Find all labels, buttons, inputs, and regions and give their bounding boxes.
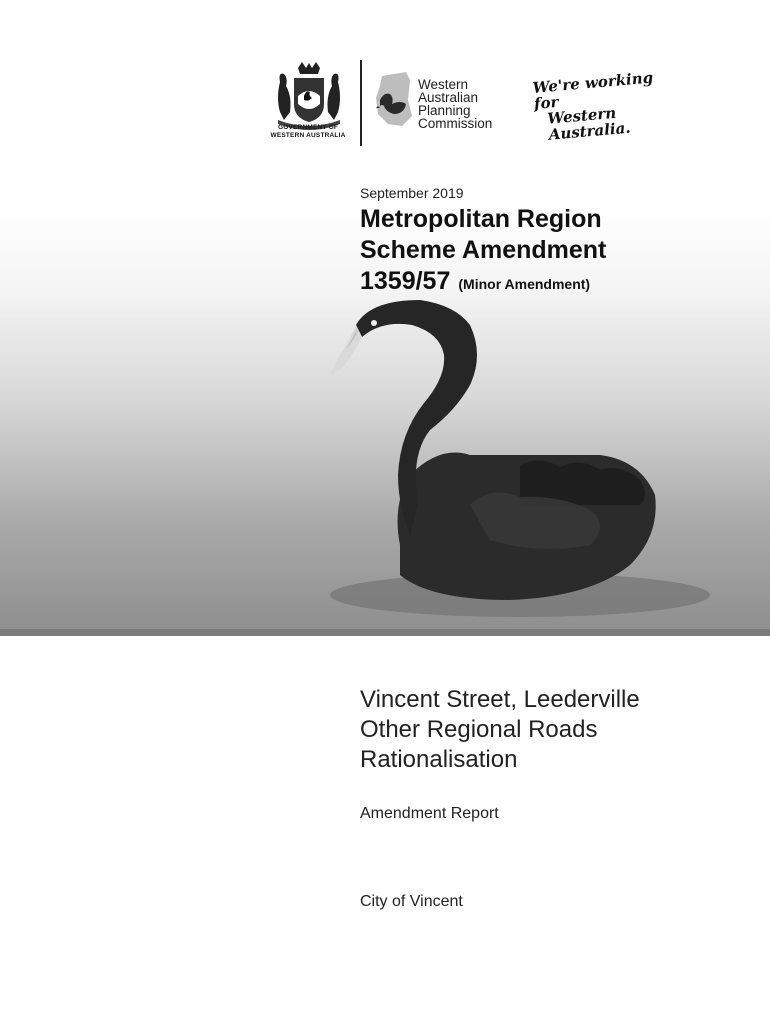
publication-date: September 2019 <box>360 185 464 201</box>
wapc-name-line: Australian <box>418 90 479 105</box>
government-label <box>262 124 354 140</box>
wapc-name <box>418 78 492 130</box>
header-logos <box>0 0 770 160</box>
report-type: Amendment Report <box>360 805 499 822</box>
wapc-name-line: Commission <box>418 116 493 131</box>
wapc-name-line: Western <box>418 77 469 92</box>
document-subtitle <box>360 685 640 775</box>
amendment-number: 1359/57 <box>360 267 451 295</box>
slogan <box>532 67 687 144</box>
title-line2: Scheme Amendment <box>360 236 607 264</box>
title-line3 <box>360 266 606 300</box>
logo-divider <box>360 60 362 146</box>
subtitle-line3: Rationalisation <box>360 746 518 773</box>
government-label-line2: WESTERN AUSTRALIA <box>270 132 346 139</box>
wapc-name-line: Planning <box>418 103 471 118</box>
wa-map-swan-icon <box>372 70 420 130</box>
title-line1: Metropolitan Region <box>360 205 602 233</box>
government-label-line1: GOVERNMENT OF <box>277 124 339 131</box>
amendment-note: (Minor Amendment) <box>458 276 591 292</box>
hero-bottom-bar <box>0 629 770 636</box>
subtitle-line2: Other Regional Roads <box>360 716 598 743</box>
subtitle-line1: Vincent Street, Leederville <box>360 686 640 713</box>
authority: City of Vincent <box>360 893 463 910</box>
slogan-line2: Western Australia. <box>546 103 632 144</box>
slogan-line1: We're working for <box>531 68 654 113</box>
document-title <box>360 204 606 300</box>
